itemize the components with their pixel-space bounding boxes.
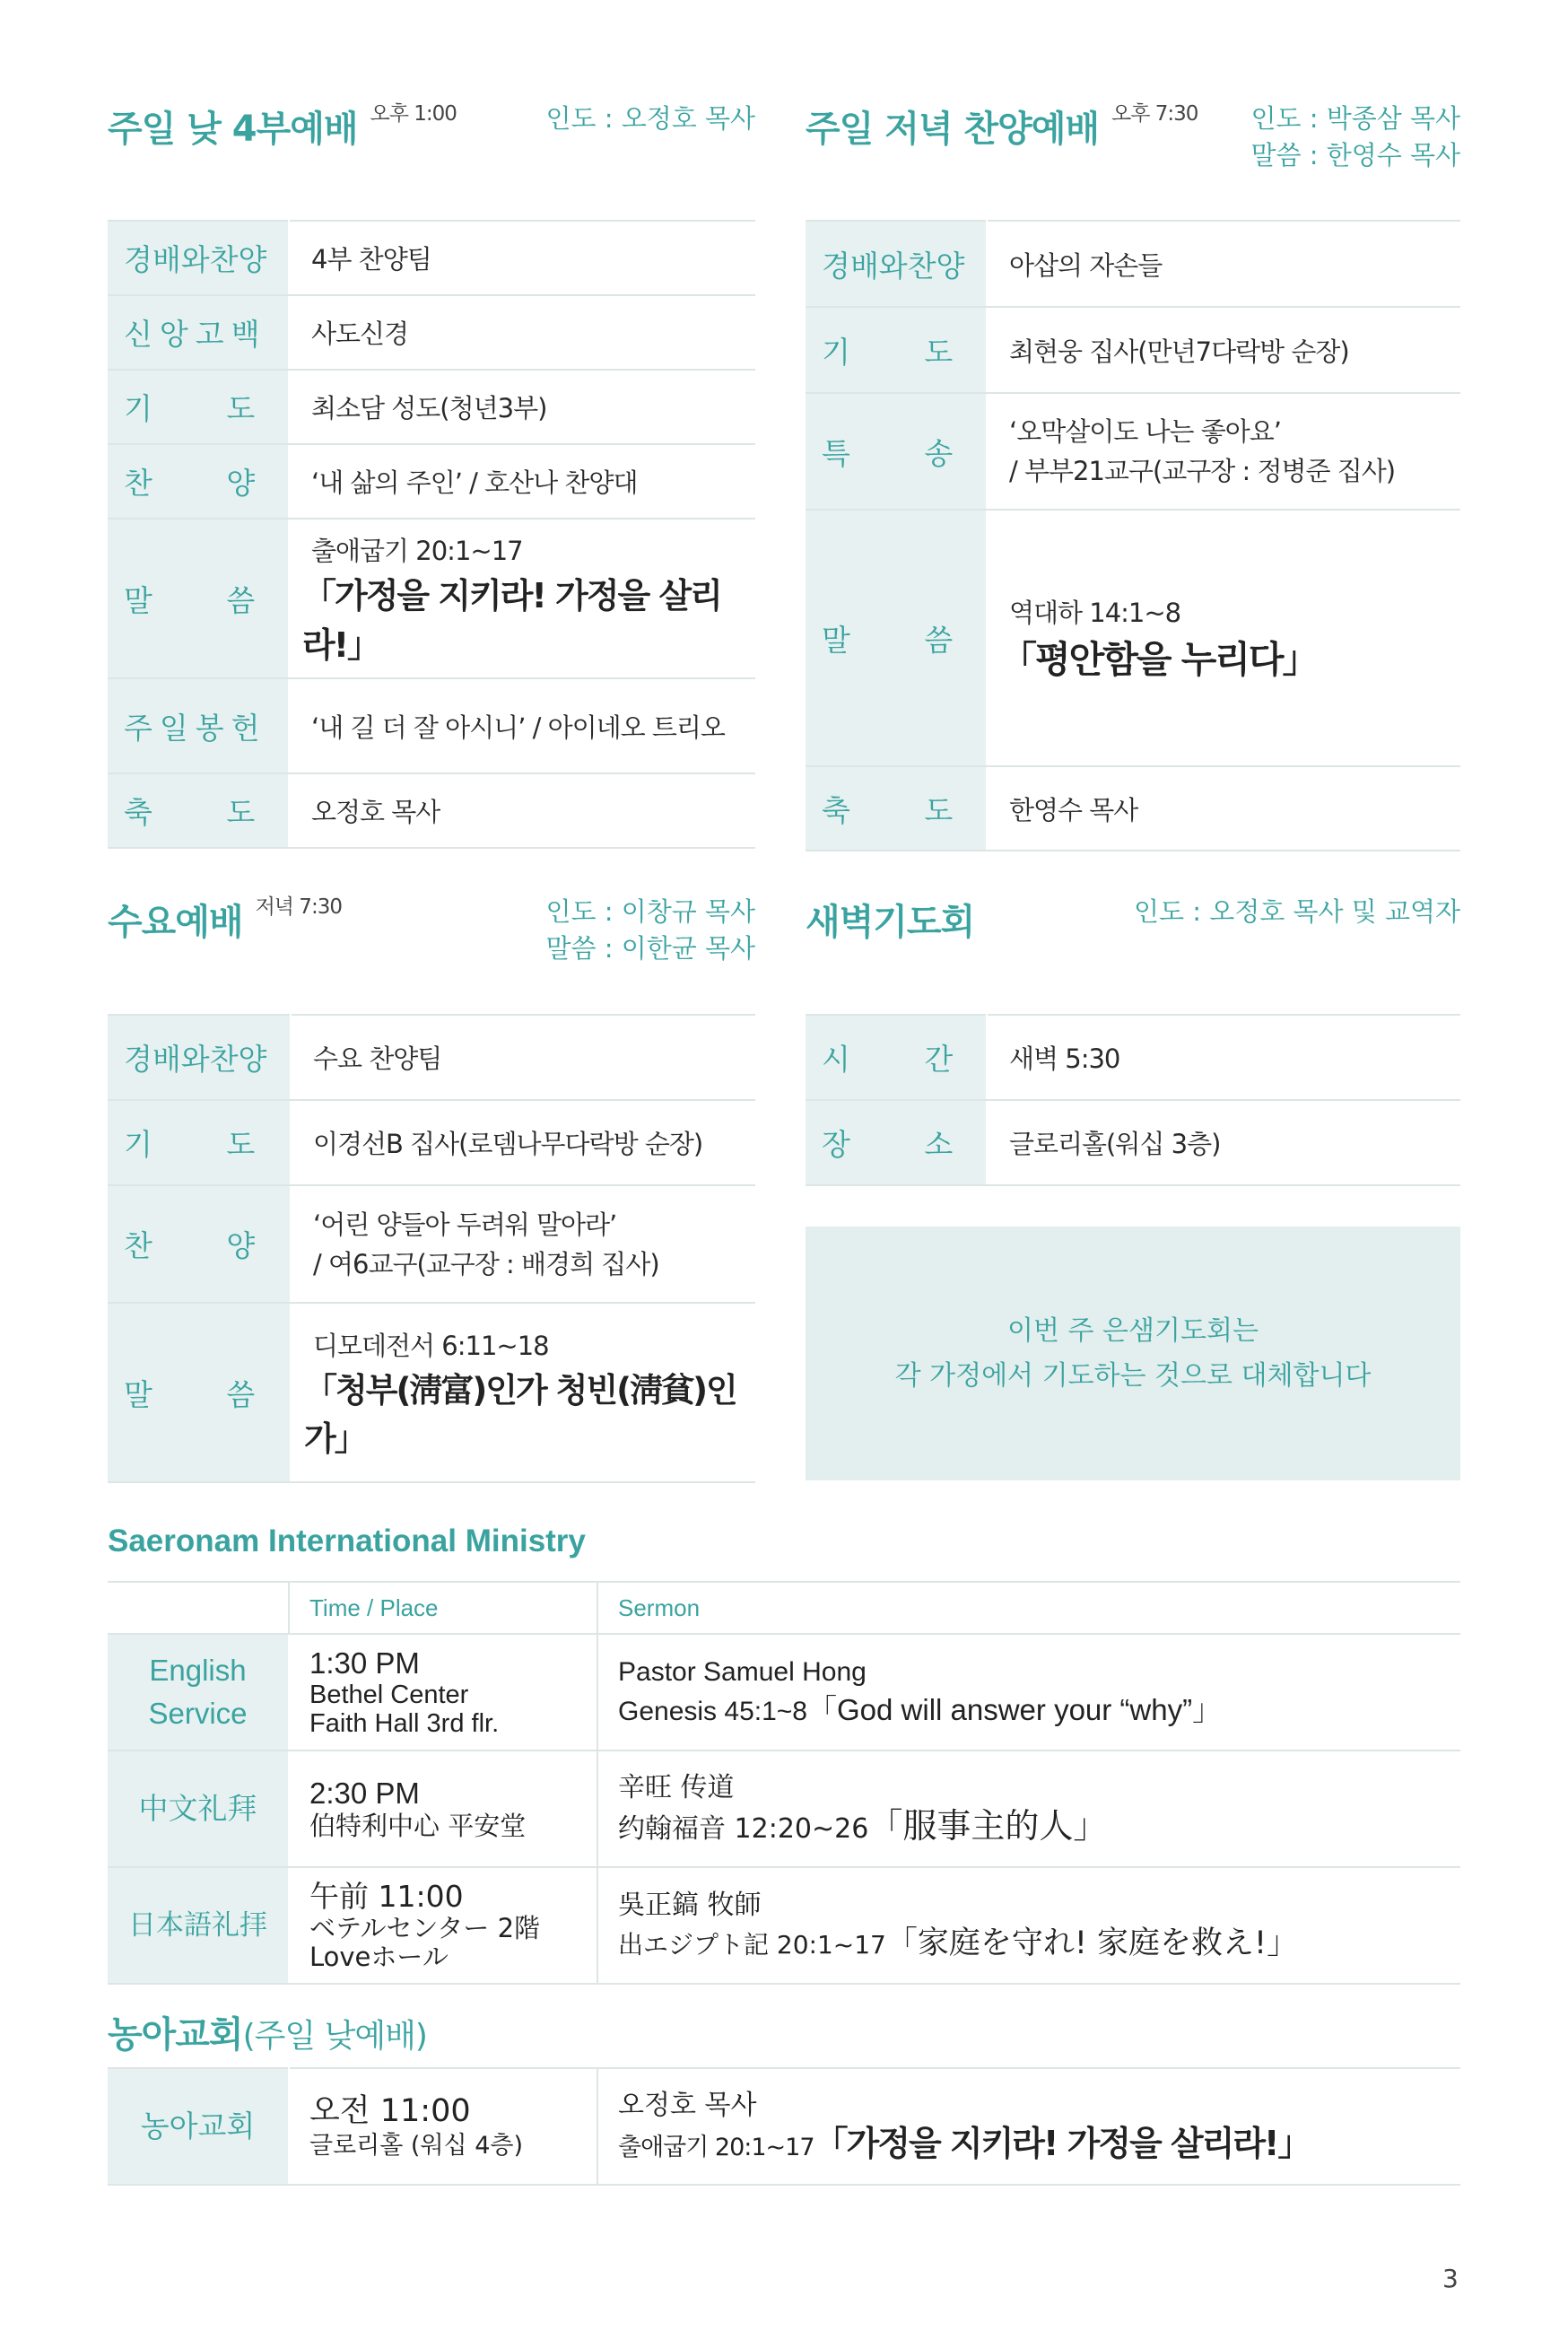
evening-table (806, 220, 1460, 851)
table-row (108, 444, 755, 519)
table-row (108, 1015, 755, 1100)
row-value: 한영수 목사 (987, 766, 1460, 851)
sermon-title: 「평안함을 누리다」 (1000, 638, 1318, 681)
row-label (806, 221, 987, 307)
praise-song: ‘어린 양들아 두려워 말아라’ (313, 1209, 617, 1240)
service-label (108, 1634, 289, 1750)
table-row (806, 766, 1460, 851)
evening-title (806, 100, 1198, 152)
row-label (806, 1015, 987, 1100)
scripture-reference: 디모데전서 6:11~18 (313, 1330, 549, 1361)
pastor-name: 辛旺 传道 (618, 1772, 735, 1803)
wednesday-leaders (545, 894, 755, 967)
pastor-name: 吳正鎬 牧師 (618, 1890, 762, 1921)
header-time-text: Time / Place (309, 1593, 439, 1621)
nongah-title (108, 2006, 427, 2057)
label-text: 말 씀 (124, 1376, 256, 1412)
service-label (108, 1867, 289, 1984)
table-row (108, 519, 755, 678)
label-text: 기 도 (124, 1127, 256, 1162)
service4-title-text: 주일 낮 4부예배 (108, 109, 358, 150)
row-label (108, 370, 289, 444)
evening-leaders (1250, 100, 1460, 174)
scripture-reference: 출애굽기 20:1~17 (311, 535, 523, 566)
pastor-name: 오정호 목사 (618, 2089, 757, 2121)
service-time: 오전 11:00 (309, 2093, 471, 2129)
row-label (806, 510, 987, 766)
row-label (806, 393, 987, 510)
table-row (108, 295, 755, 370)
row-value (987, 510, 1460, 766)
wednesday-leader: 인도 : 이창규 목사 (545, 896, 755, 927)
sermon-cell (597, 2068, 1460, 2185)
row-label (108, 295, 289, 370)
label-text: 기 도 (124, 391, 256, 426)
evening-time: 오후 7:30 (1111, 102, 1198, 126)
label-text: 기 도 (822, 334, 954, 370)
sermon-cell (597, 1867, 1460, 1984)
service4-time: 오후 1:00 (370, 102, 457, 126)
table-row (806, 221, 1460, 307)
header-sermon-text: Sermon (618, 1593, 701, 1621)
table-row (806, 307, 1460, 393)
row-value: ‘내 길 더 잘 아시니’ / 아이네오 트리오 (289, 678, 755, 773)
service-place-2: Faith Hall 3rd flr. (309, 1709, 500, 1738)
table-row (108, 1100, 755, 1185)
label-text: 축 도 (822, 792, 954, 828)
table-row (108, 773, 755, 848)
row-value: ‘내 삶의 주인’ / 호산나 찬양대 (289, 444, 755, 519)
praise-performer: / 여6교구(교구장 : 배경희 집사) (313, 1248, 659, 1279)
label-line-1: English (149, 1654, 247, 1687)
label-text: 찬 양 (124, 466, 256, 501)
time-place (289, 1634, 597, 1750)
table-row (108, 370, 755, 444)
row-label (108, 519, 289, 678)
row-label (108, 1100, 291, 1185)
service-place-1: Bethel Center (309, 1681, 469, 1709)
header-blank (108, 1582, 289, 1634)
pastor-name: Pastor Samuel Hong (618, 1657, 867, 1687)
evening-preacher: 말씀 : 한영수 목사 (1250, 140, 1460, 170)
table-row (108, 1750, 1460, 1867)
page-number: 3 (1442, 2264, 1459, 2293)
label-line-1: 日本語礼拝 (128, 1909, 267, 1942)
wednesday-title-text: 수요예배 (108, 902, 243, 943)
service-label (108, 2068, 289, 2185)
row-value (291, 1303, 755, 1482)
time-place (289, 2068, 597, 2185)
label-text: 축 도 (124, 795, 256, 830)
label-text: 시 간 (822, 1042, 954, 1077)
label-text: 경배와찬양 (822, 248, 965, 284)
row-label (806, 766, 987, 851)
sermon-line (618, 1925, 1460, 1964)
row-value: 최소담 성도(청년3부) (289, 370, 755, 444)
sermon-title: 「God will answer your “why”」 (806, 1693, 1223, 1726)
passage: 约翰福音 12:20~26 (618, 1813, 869, 1845)
row-value: 오정호 목사 (289, 773, 755, 848)
service-time: 午前 11:00 (309, 1879, 464, 1914)
service4-leader: 인도 : 오정호 목사 (545, 103, 755, 134)
row-label (806, 1100, 987, 1185)
sermon-line (618, 1691, 1460, 1731)
service4-table (108, 220, 755, 849)
row-label (108, 678, 289, 773)
header-time-place (289, 1582, 597, 1634)
dawn-table (806, 1014, 1460, 1186)
table-row (108, 221, 755, 295)
row-label (108, 1303, 291, 1482)
nongah-subtitle: (주일 낮예배) (242, 2018, 427, 2055)
passage: 출애굽기 20:1~17 (618, 2133, 814, 2161)
table-row (806, 510, 1460, 766)
table-row (108, 2068, 1460, 2185)
label-line-2: Service (148, 1697, 248, 1730)
nongah-title-text: 농아교회 (108, 2014, 243, 2056)
sermon-cell (597, 1750, 1460, 1867)
sermon-line (618, 2125, 1460, 2167)
special-song: ‘오막살이도 나는 좋아요’ (1009, 416, 1282, 447)
table-row (108, 1303, 755, 1482)
sim-title: Saeronam International Ministry (108, 1523, 586, 1558)
table-row (108, 678, 755, 773)
service-time: 2:30 PM (309, 1777, 420, 1810)
service-label (108, 1750, 289, 1867)
row-value: 최현웅 집사(만년7다락방 순장) (987, 307, 1460, 393)
service4-title (108, 100, 457, 152)
sermon-title: 「家庭を守れ! 家庭を救え!」 (885, 1925, 1299, 1961)
sermon-title: 「服事主的人」 (868, 1806, 1108, 1846)
label-text: 경배와찬양 (124, 242, 267, 277)
label-text: 농아교회 (140, 2108, 256, 2143)
sermon-cell (597, 1634, 1460, 1750)
row-value: 이경선B 집사(로뎀나무다락방 순장) (291, 1100, 755, 1185)
row-label (108, 773, 289, 848)
service-place: 글로리홀 (워십 4층) (309, 2132, 523, 2160)
label-text: 장 소 (822, 1127, 954, 1162)
label-line-1: 中文礼拜 (138, 1791, 257, 1826)
row-label (806, 307, 987, 393)
notice-line-1: 이번 주 은샘기도회는 (1007, 1314, 1259, 1347)
scripture-reference: 역대하 14:1~8 (1009, 598, 1181, 628)
label-text: 찬 양 (124, 1228, 256, 1263)
label-text: 특 송 (822, 435, 954, 471)
notice-line-2: 각 가정에서 기도하는 것으로 대체합니다 (894, 1359, 1372, 1392)
row-value (289, 519, 755, 678)
row-label (108, 1185, 291, 1303)
sim-table (108, 1581, 1460, 1985)
row-value (987, 393, 1460, 510)
row-value: 글로리홀(워십 3층) (987, 1100, 1460, 1185)
nongah-table (108, 2067, 1460, 2186)
prayer-meeting-notice (806, 1227, 1460, 1480)
sermon-title: 「가정을 지키라! 가정을 살리라!」 (814, 2123, 1311, 2163)
row-value: 새벽 5:30 (987, 1015, 1460, 1100)
service-place-2: Loveホール (309, 1942, 449, 1972)
row-label (108, 444, 289, 519)
table-row (108, 1185, 755, 1303)
wednesday-table (108, 1014, 755, 1483)
label-text: 주일봉헌 (124, 710, 267, 746)
label-text: 말 씀 (822, 622, 954, 658)
row-value: 4부 찬양팀 (289, 221, 755, 295)
header-sermon (597, 1582, 1460, 1634)
table-row (806, 1015, 1460, 1100)
special-song-performer: / 부부21교구(교구장 : 정병준 집사) (1009, 456, 1396, 486)
table-row (806, 1100, 1460, 1185)
table-row (108, 1634, 1460, 1750)
row-label (108, 1015, 291, 1100)
dawn-title-text: 새벽기도회 (806, 902, 975, 943)
label-text: 말 씀 (124, 582, 256, 618)
evening-leader: 인도 : 박종삼 목사 (1250, 103, 1460, 134)
passage: Genesis 45:1~8 (618, 1697, 807, 1726)
label-text: 경배와찬양 (124, 1042, 267, 1077)
label-text: 신앙고백 (124, 317, 267, 352)
sermon-title: 「가정을 지키라! 가정을 살리라!」 (302, 575, 721, 665)
dawn-title (806, 894, 974, 945)
time-place (289, 1867, 597, 1984)
row-value: 아삽의 자손들 (987, 221, 1460, 307)
table-row (806, 393, 1460, 510)
row-value (291, 1185, 755, 1303)
wednesday-time: 저녁 7:30 (255, 895, 342, 919)
wednesday-title (108, 894, 342, 945)
evening-title-text: 주일 저녁 찬양예배 (806, 109, 1099, 150)
table-header-row (108, 1582, 1460, 1634)
time-place (289, 1750, 597, 1867)
row-value: 사도신경 (289, 295, 755, 370)
row-label (108, 221, 289, 295)
passage: 出エジプト記 20:1~17 (618, 1930, 886, 1960)
service-place-1: 伯特利中心 平安堂 (309, 1811, 527, 1841)
service-place-1: ベテルセンター 2階 (309, 1913, 541, 1943)
table-row (108, 1867, 1460, 1984)
service-time: 1:30 PM (309, 1646, 420, 1680)
row-value: 수요 찬양팀 (291, 1015, 755, 1100)
sermon-title: 「청부(淸富)인가 청빈(淸貧)인가」 (304, 1370, 736, 1458)
wednesday-preacher: 말씀 : 이한균 목사 (545, 933, 755, 964)
dawn-leader: 인도 : 오정호 목사 및 교역자 (1133, 896, 1460, 927)
sermon-line (618, 1807, 1460, 1848)
